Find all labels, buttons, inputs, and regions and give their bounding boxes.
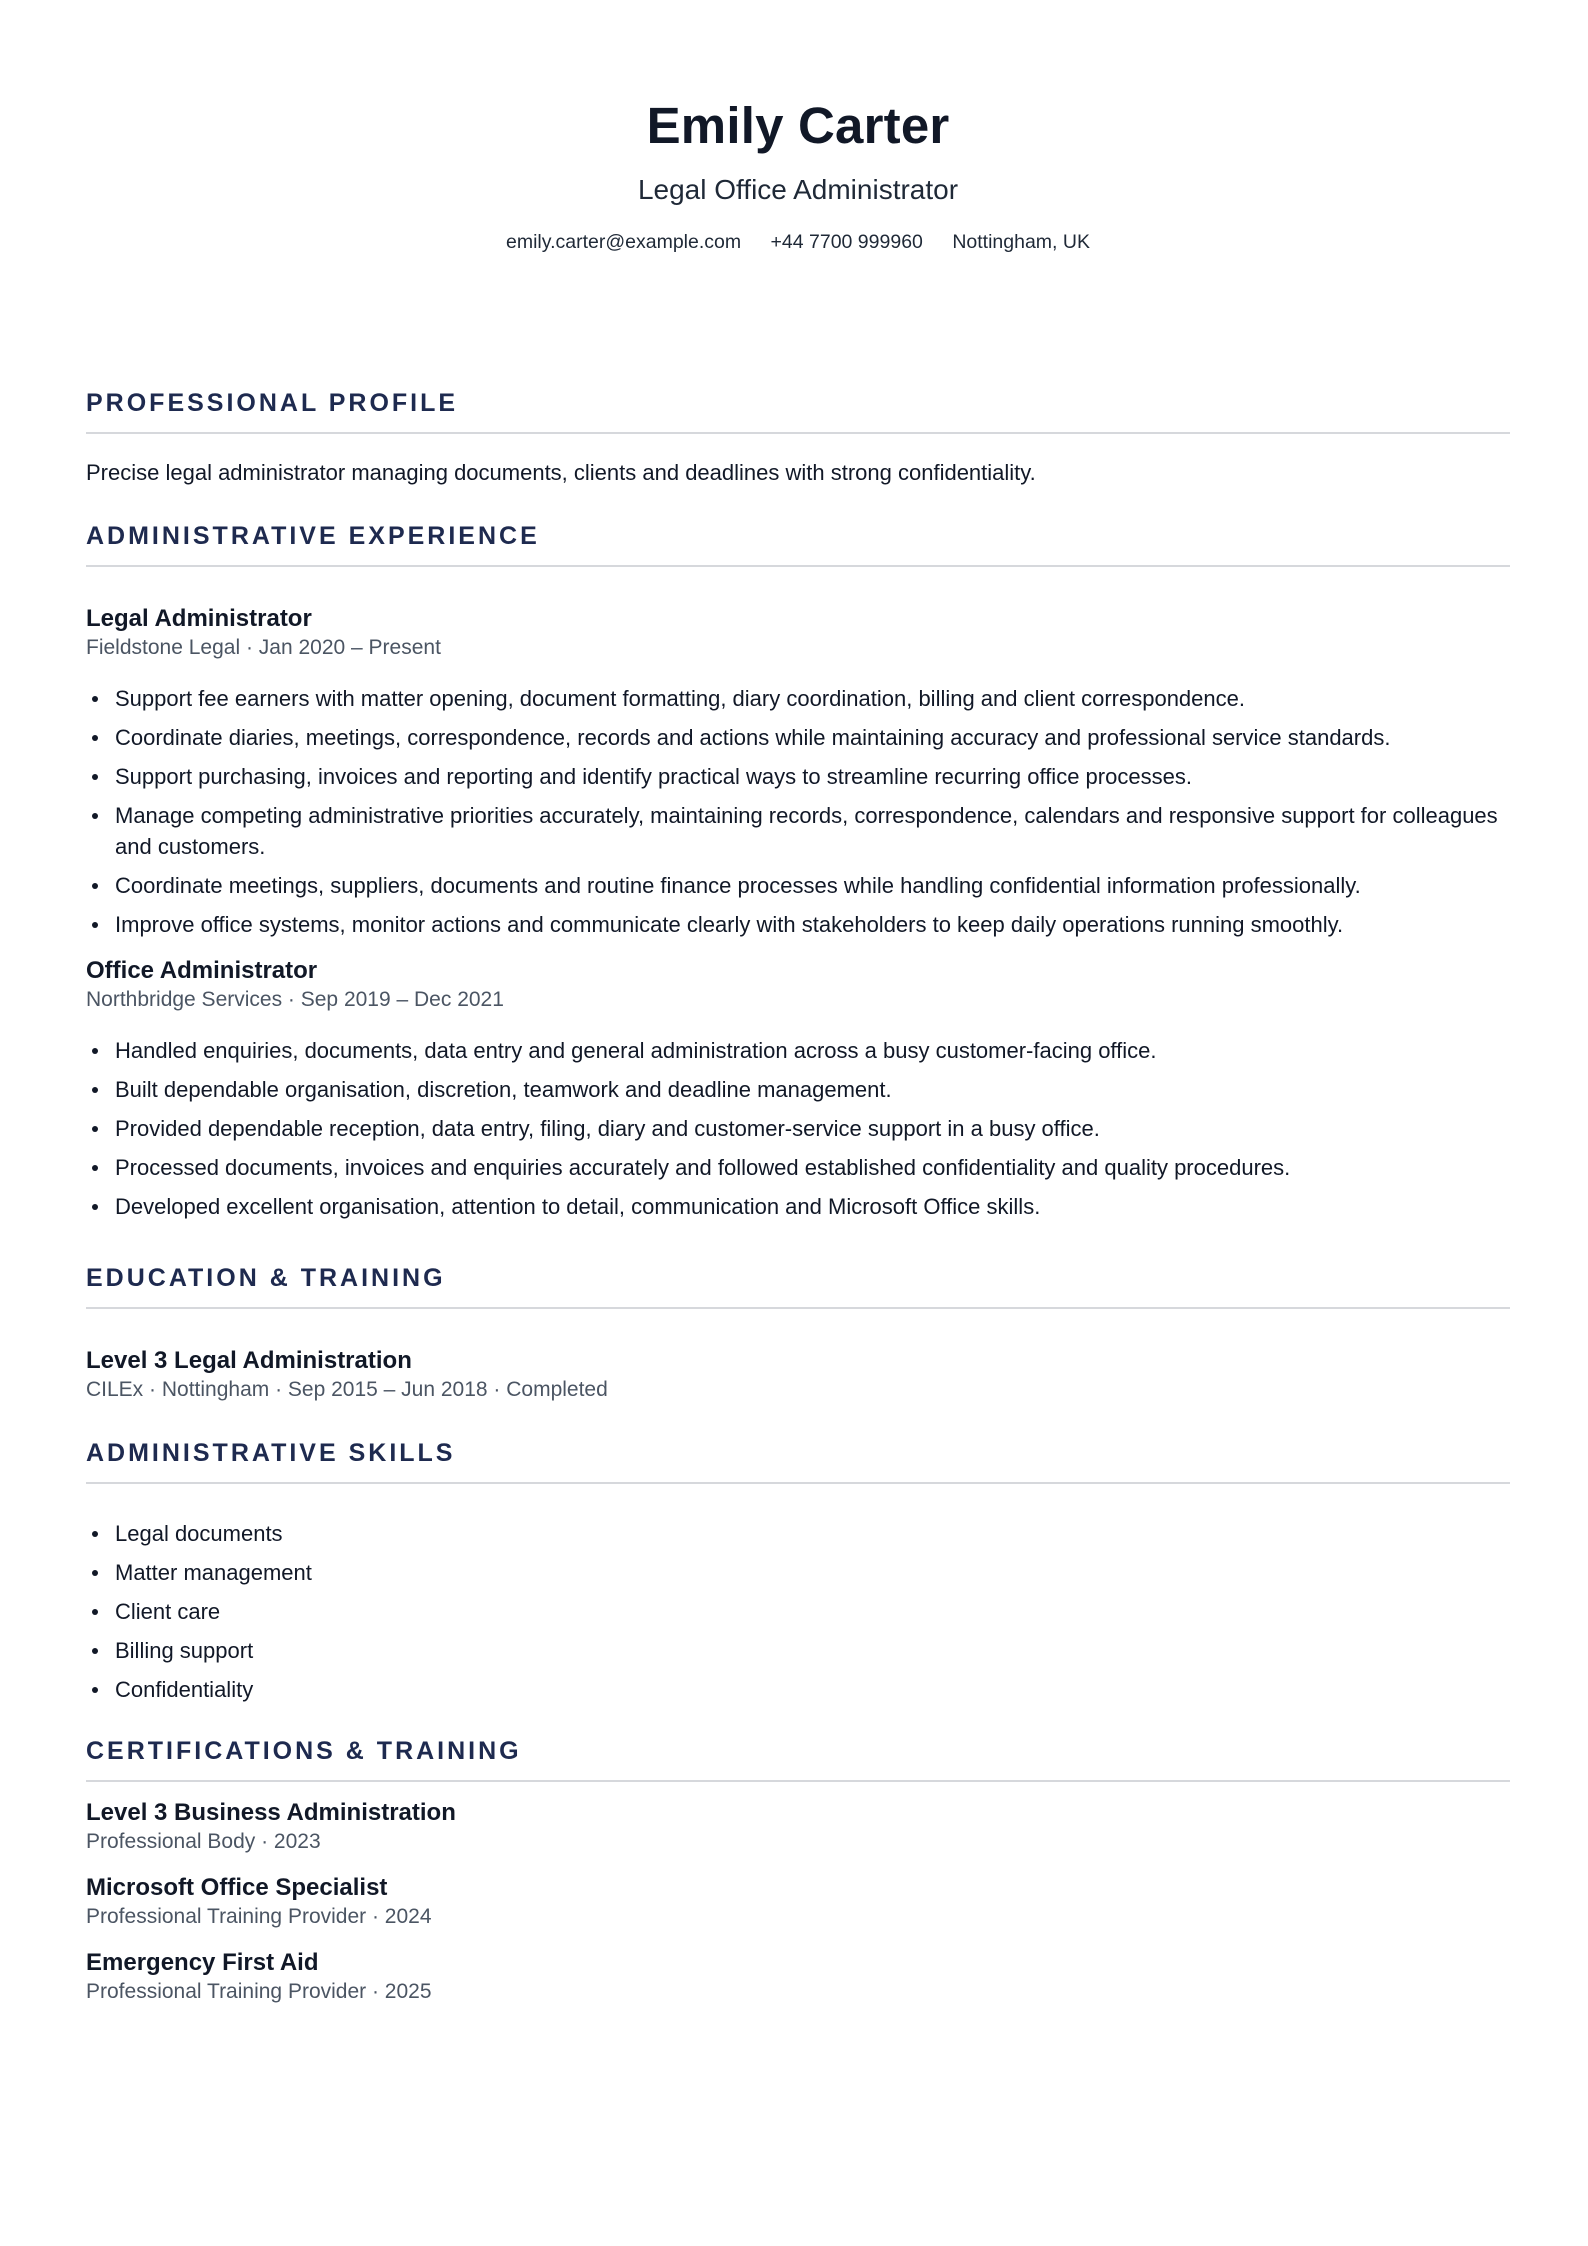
certification-meta: Professional Training Provider · 2024 — [86, 1905, 432, 1928]
certifications-section — [86, 1736, 1510, 2006]
job-entry — [86, 604, 1510, 940]
certification-entry — [86, 1948, 1510, 2006]
certification-title: Microsoft Office Specialist — [86, 1874, 388, 1901]
job-title: Office Administrator — [86, 957, 318, 984]
list-item: Coordinate meetings, suppliers, documents and routine finance processes while handling confidential information professionally. — [115, 870, 1510, 901]
skills-list — [86, 1518, 1510, 1705]
certification-entry — [86, 1873, 1510, 1931]
section-title-education: EDUCATION & TRAINING — [86, 1264, 446, 1292]
education-title: Level 3 Legal Administration — [86, 1347, 412, 1374]
job-title: Legal Administrator — [86, 605, 312, 632]
certification-meta: Professional Training Provider · 2025 — [86, 1980, 432, 2003]
contact-location: Nottingham, UK — [952, 231, 1090, 253]
section-title-profile: PROFESSIONAL PROFILE — [86, 389, 459, 417]
job-meta: Northbridge Services · Sep 2019 – Dec 2021 — [86, 988, 504, 1011]
candidate-role: Legal Office Administrator — [637, 174, 959, 205]
education-entry — [86, 1346, 1510, 1404]
job-entry — [86, 956, 1510, 1222]
list-item: Developed excellent organisation, attention to detail, communication and Microsoft Office skills. — [115, 1191, 1510, 1222]
profile-section — [86, 388, 1510, 488]
contact-phone[interactable]: +44 7700 999960 — [770, 231, 923, 253]
section-divider — [86, 432, 1510, 434]
experience-section — [86, 521, 1510, 1230]
skill-item: Billing support — [115, 1635, 1510, 1666]
list-item: Support fee earners with matter opening, document formatting, diary coordination, billing and client correspondence. — [115, 683, 1510, 714]
list-item: Manage competing administrative priorities accurately, maintaining records, correspondence, calendars and responsive support for colleagues and customers. — [115, 800, 1510, 862]
skills-section — [86, 1438, 1510, 1713]
job-bullets — [86, 683, 1510, 940]
section-divider — [86, 1307, 1510, 1309]
resume-page — [86, 0, 1510, 2003]
skill-item: Client care — [115, 1596, 1510, 1627]
list-item: Handled enquiries, documents, data entry and general administration across a busy customer-facing office. — [115, 1035, 1510, 1066]
certification-entry — [86, 1798, 1510, 1856]
section-title-skills: ADMINISTRATIVE SKILLS — [86, 1439, 456, 1467]
job-meta: Fieldstone Legal · Jan 2020 – Present — [86, 636, 441, 659]
skill-item: Legal documents — [115, 1518, 1510, 1549]
contact-email[interactable]: emily.carter@example.com — [506, 231, 742, 253]
skill-item: Confidentiality — [115, 1674, 1510, 1705]
education-section — [86, 1263, 1510, 1404]
list-item: Support purchasing, invoices and reporting and identify practical ways to streamline recurring office processes. — [115, 761, 1510, 792]
list-item: Improve office systems, monitor actions and communicate clearly with stakeholders to keep daily operations running smoothly. — [115, 909, 1510, 940]
profile-text: Precise legal administrator managing documents, clients and deadlines with strong confidentiality. — [86, 460, 1036, 485]
certification-meta: Professional Body · 2023 — [86, 1830, 321, 1853]
certification-title: Level 3 Business Administration — [86, 1799, 456, 1826]
section-title-certifications: CERTIFICATIONS & TRAINING — [86, 1737, 522, 1765]
section-title-experience: ADMINISTRATIVE EXPERIENCE — [86, 522, 540, 550]
candidate-name: Emily Carter — [646, 97, 950, 154]
skill-item: Matter management — [115, 1557, 1510, 1588]
section-divider — [86, 1482, 1510, 1484]
resume-header — [86, 0, 1510, 254]
list-item: Coordinate diaries, meetings, correspondence, records and actions while maintaining accuracy and professional service standards. — [115, 722, 1510, 753]
job-bullets — [86, 1035, 1510, 1222]
certification-title: Emergency First Aid — [86, 1949, 319, 1976]
list-item: Processed documents, invoices and enquiries accurately and followed established confidentiality and quality procedures. — [115, 1152, 1510, 1183]
section-divider — [86, 565, 1510, 567]
contact-line — [86, 230, 1510, 254]
list-item: Provided dependable reception, data entry, filing, diary and customer-service support in a busy office. — [115, 1113, 1510, 1144]
education-meta: CILEx · Nottingham · Sep 2015 – Jun 2018 · Completed — [86, 1378, 608, 1401]
section-divider — [86, 1780, 1510, 1782]
list-item: Built dependable organisation, discretion, teamwork and deadline management. — [115, 1074, 1510, 1105]
